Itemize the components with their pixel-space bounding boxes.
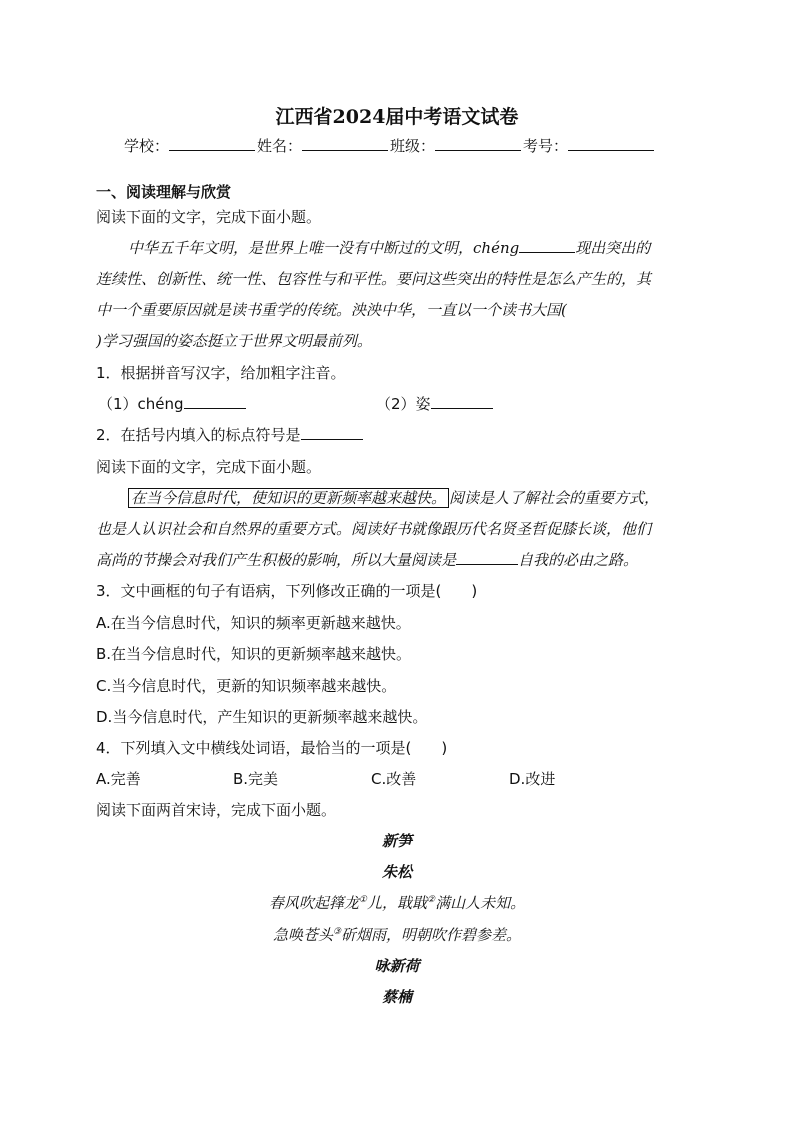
reading-intro-2: 阅读下面的文字，完成下面小题。 [96, 458, 322, 476]
q3-option-d[interactable]: D.当今信息时代，产生知识的更新频率越来越快。 [96, 708, 428, 726]
name-field[interactable] [302, 136, 388, 151]
question-2 [96, 424, 363, 445]
q2-answer[interactable] [301, 425, 363, 440]
passage1-text: 现出突出的 [575, 239, 651, 257]
poem1-title: 新笋 [381, 832, 412, 850]
reading-intro-1: 阅读下面的文字，完成下面小题。 [96, 208, 322, 226]
passage2-line1 [128, 487, 659, 508]
school-label: 学校： [124, 137, 170, 155]
blank-word[interactable] [456, 550, 518, 565]
poem2-author: 蔡楠 [381, 988, 412, 1006]
q1-b-answer[interactable] [431, 394, 493, 409]
q4-option-a[interactable]: A.完善 [96, 770, 141, 788]
page-title: 江西省2024届中考语文试卷 [275, 106, 519, 128]
poem-text: 儿，戢戢 [366, 894, 427, 912]
poem1-author: 朱松 [381, 863, 412, 881]
student-info-line [124, 135, 656, 156]
class-label: 班级： [390, 137, 436, 155]
exam-no-field[interactable] [568, 136, 654, 151]
poem1-line1 [0, 892, 794, 913]
class-field[interactable] [435, 136, 521, 151]
footnote-mark: ③ [332, 927, 342, 937]
q1-part-a [98, 393, 246, 414]
q3-option-c[interactable]: C.当今信息时代，更新的知识频率越来越快。 [96, 677, 397, 695]
section-heading: 一、阅读理解与欣赏 [96, 183, 232, 201]
passage1-text: 中华五千年文明，是世界上唯一没有中断过的文明， [128, 239, 474, 257]
boxed-sentence: 在当今信息时代，使知识的更新频率越来越快。 [128, 488, 449, 508]
passage1-line2: 连续性、创新性、统一性、包容性与和平性。要问这些突出的特性是怎么产生的，其 [96, 270, 652, 288]
pinyin-cheng: chéng [473, 239, 520, 257]
q4-option-c[interactable]: C.改善 [371, 770, 417, 788]
passage1-line3: 中一个重要原因就是读书重学的传统。泱泱中华，一直以一个读书大国( [96, 301, 567, 319]
footnote-mark: ① [358, 895, 367, 905]
q4-option-b[interactable]: B.完美 [233, 770, 279, 788]
poem-text: 满山人未知。 [435, 894, 526, 912]
footnote-mark: ② [427, 895, 436, 905]
q4-option-d[interactable]: D.改进 [509, 770, 556, 788]
poem-text: 斫烟雨，明朝吹作碧参差。 [341, 926, 522, 944]
passage2-line3 [96, 549, 638, 570]
name-label: 姓名： [257, 137, 303, 155]
passage2-text: 自我的必由之路。 [518, 551, 639, 569]
passage2-text: 阅读是人了解社会的重要方式， [449, 489, 660, 507]
passage2-line2: 也是人认识社会和自然界的重要方式。阅读好书就像跟历代名贤圣哲促膝长谈，他们 [96, 520, 652, 538]
q1-part-b [376, 393, 493, 414]
poem-text: 急唤苍头 [272, 926, 333, 944]
question-4: 4．下列填入文中横线处词语，最恰当的一项是( ) [96, 739, 448, 757]
q3-option-a[interactable]: A.在当今信息时代，知识的频率更新越来越快。 [96, 614, 411, 632]
q2-text: 2．在括号内填入的标点符号是 [96, 426, 301, 444]
passage2-text: 高尚的节操会对我们产生积极的影响，所以大量阅读是 [96, 551, 457, 569]
question-3: 3．文中画框的句子有语病，下列修改正确的一项是( ) [96, 582, 478, 600]
q1-a-label: （1）chéng [98, 395, 184, 413]
school-field[interactable] [169, 136, 255, 151]
question-1: 1．根据拼音写汉字，给加粗字注音。 [96, 364, 346, 382]
exam-no-label: 考号： [523, 137, 569, 155]
q3-option-b[interactable]: B.在当今信息时代，知识的更新频率越来越快。 [96, 645, 412, 663]
poem1-line2 [0, 924, 794, 945]
poem-text: 春风吹起箨龙 [268, 894, 359, 912]
passage1-line4: )学习强国的姿态挺立于世界文明最前列。 [96, 332, 372, 350]
reading-intro-3: 阅读下面两首宋诗，完成下面小题。 [96, 801, 337, 819]
poem2-title: 咏新荷 [374, 957, 420, 975]
blank-cheng[interactable] [519, 238, 575, 253]
passage1-line1 [128, 237, 650, 258]
q1-b-label: （2）姿 [376, 395, 431, 413]
q1-a-answer[interactable] [184, 394, 246, 409]
